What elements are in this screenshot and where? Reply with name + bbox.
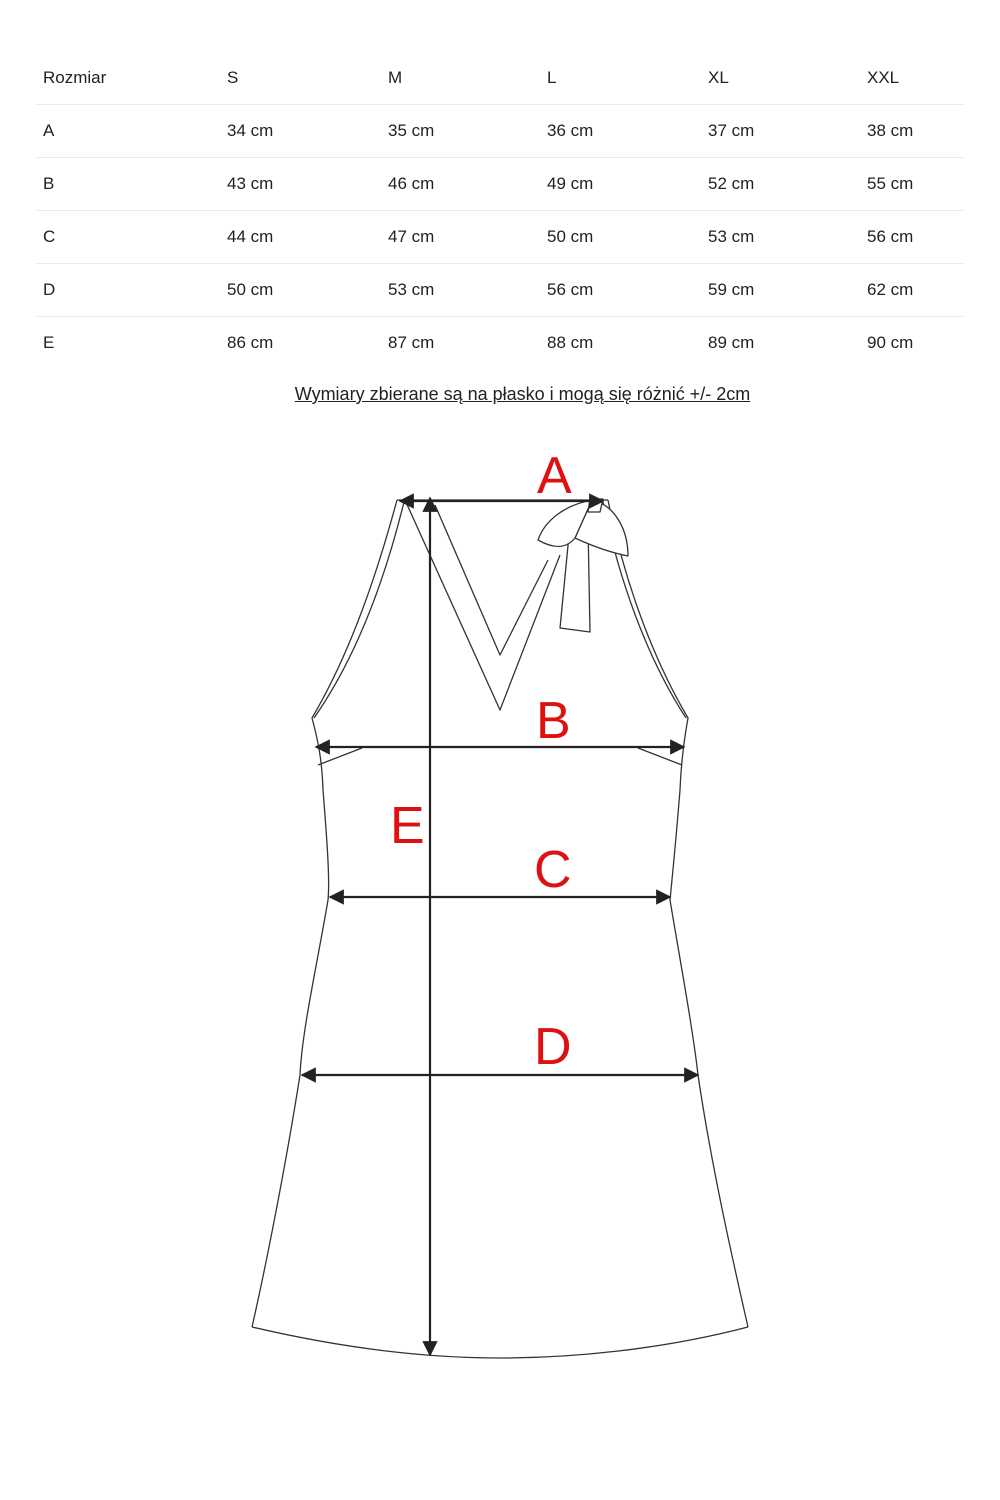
- table-row-e: [36, 317, 964, 370]
- row-label: C: [36, 211, 220, 264]
- size-table: [36, 52, 964, 369]
- table-cell: 37 cm: [701, 105, 860, 158]
- table-cell: 86 cm: [220, 317, 381, 370]
- table-cell: 87 cm: [381, 317, 540, 370]
- row-label: A: [36, 105, 220, 158]
- header-size-m: M: [388, 68, 403, 87]
- table-cell: 53 cm: [701, 211, 860, 264]
- table-cell: 52 cm: [701, 158, 860, 211]
- table-cell: 36 cm: [540, 105, 701, 158]
- table-cell: 35 cm: [381, 105, 540, 158]
- table-cell: 34 cm: [220, 105, 381, 158]
- table-cell: 43 cm: [220, 158, 381, 211]
- header-size-xxl: XXL: [867, 68, 900, 87]
- table-cell: 62 cm: [860, 264, 964, 317]
- label-c: C: [534, 841, 572, 899]
- table-cell: 47 cm: [381, 211, 540, 264]
- row-label: B: [36, 158, 220, 211]
- header-size-l: L: [547, 68, 557, 87]
- table-cell: 56 cm: [540, 264, 701, 317]
- label-b: B: [536, 692, 571, 750]
- row-label: D: [36, 264, 220, 317]
- header-size-s: S: [227, 68, 239, 87]
- table-cell: 88 cm: [540, 317, 701, 370]
- measurement-arrows: [302, 498, 698, 1355]
- table-cell: 46 cm: [381, 158, 540, 211]
- table-row-b: [36, 158, 964, 211]
- bow-illustration: [538, 499, 628, 632]
- header-size-xl: XL: [708, 68, 729, 87]
- table-row-d: [36, 264, 964, 317]
- table-cell: 38 cm: [860, 105, 964, 158]
- table-row-a: [36, 105, 964, 158]
- label-d: D: [534, 1018, 572, 1076]
- table-row-c: [36, 211, 964, 264]
- dress-outline: [252, 500, 748, 1358]
- table-cell: 49 cm: [540, 158, 701, 211]
- table-cell: 59 cm: [701, 264, 860, 317]
- table-cell: 50 cm: [220, 264, 381, 317]
- dress-diagram: [0, 430, 1000, 1390]
- row-label: E: [36, 317, 220, 370]
- table-cell: 90 cm: [860, 317, 964, 370]
- table-cell: 53 cm: [381, 264, 540, 317]
- label-a: A: [537, 447, 572, 505]
- table-cell: 55 cm: [860, 158, 964, 211]
- label-e: E: [390, 797, 425, 855]
- table-cell: 50 cm: [540, 211, 701, 264]
- measurement-note: Wymiary zbierane są na płasko i mogą się różnić +/- 2cm: [294, 384, 751, 404]
- table-cell: 44 cm: [220, 211, 381, 264]
- table-cell: 56 cm: [860, 211, 964, 264]
- header-rozmiar: Rozmiar: [43, 68, 107, 87]
- table-cell: 89 cm: [701, 317, 860, 370]
- table-header-row: [36, 52, 964, 105]
